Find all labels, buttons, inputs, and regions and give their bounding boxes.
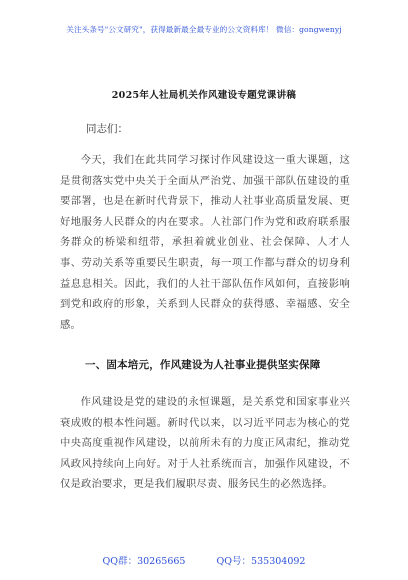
footer-contact <box>0 553 408 567</box>
qq-group-text: QQ群：30265665 <box>102 556 186 567</box>
body-paragraph-1: 今天，我们在此共同学习探讨作风建设这一重大课题，这是贯彻落实党中央关于全面从严治党、加强干部队伍建设的重要部署，也是在新时代背景下，推动人社事业高质量发展、更好地服务人民群众的内在要求。人社部门作为党和政府联系服务群众的桥梁和纽带，承担着就业创业、社会保障、人才人事、劳动关系等重要民生职责，每一项工作都与群众的切身利益息息相关。因此，我们的人社干部队伍作风如何，直接影响到党和政府的形象，关系到人民群众的获得感、幸福感、安全感。 <box>60 154 350 331</box>
header-banner: 关注头条号"公文研究"，获得最新最全最专业的公文资料库！ 微信：gongwenyj <box>66 25 342 34</box>
section-heading-1: 一、固本培元，作风建设为人社事业提供坚实保障 <box>85 359 321 371</box>
salutation: 同志们： <box>86 123 128 135</box>
body-paragraph-2: 作风建设是党的建设的永恒课题，是关系党和国家事业兴衰成败的根本性问题。新时代以来，以习近平同志为核心的党中央高度重视作风建设，以前所未有的力度正风肃纪，推动党风政风持续向上向好。对于人社系统而言，加强作风建设，不仅是政治要求，更是我们履职尽责、服务民生的必然选择。 <box>60 396 350 491</box>
document-title: 2025年人社局机关作风建设专题党课讲稿 <box>111 90 297 101</box>
qq-number-text: QQ号：535304092 <box>216 556 306 567</box>
